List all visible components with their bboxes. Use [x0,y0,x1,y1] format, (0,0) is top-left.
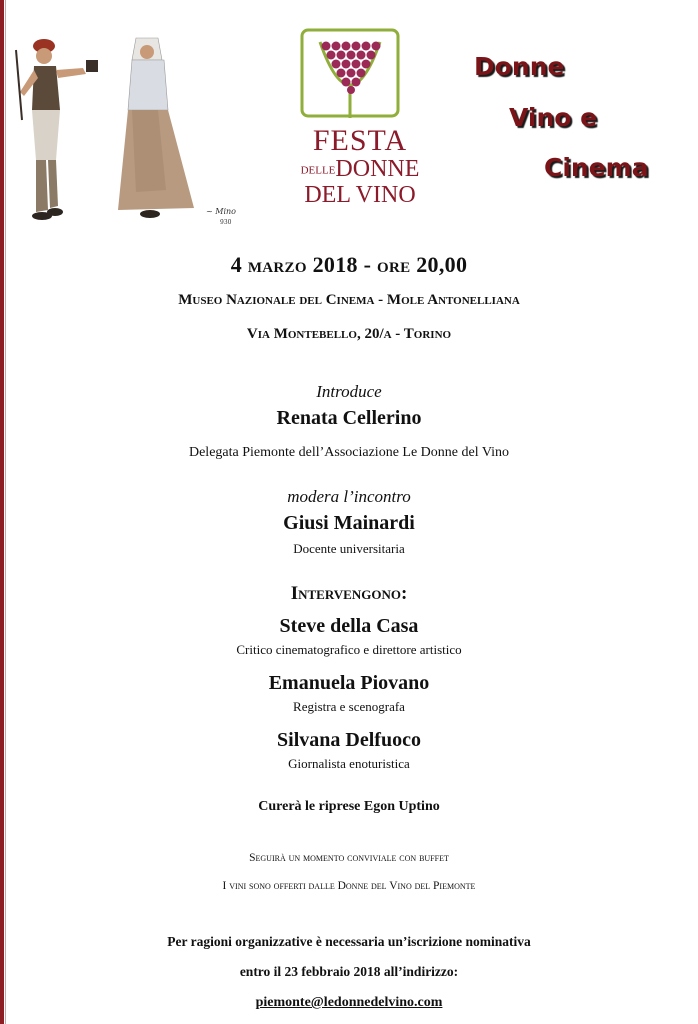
speakers-heading: Intervengono: [290,583,408,604]
moderator-name: Giusi Mainardi [283,512,415,534]
headline-line-donne: Donne [474,52,565,81]
logo-text-festa: FESTA [312,124,408,157]
filming-credit: Curerà le riprese Egon Uptino [258,799,440,814]
speaker-name: Steve della Casa [279,615,419,637]
speaker-description: Giornalista enoturistica [288,756,410,771]
svg-text:930: 930 [220,219,232,226]
speaker-description: Critico cinematografico e direttore artistico [236,642,462,657]
moderator-label: modera l’incontro [287,487,411,506]
event-address: Via Montebello, 20/a - Torino [246,326,452,342]
speaker-name: Silvana Delfuoco [277,729,421,751]
speaker-name: Emanuela Piovano [268,672,430,694]
registration-line-2: entro il 23 febbraio 2018 all’indirizzo: [239,964,459,979]
svg-text:~ Mino: ~ Mino [206,207,236,216]
logo-text-delle: DELLE [300,164,336,177]
logo-text-del-vino: DEL VINO [304,182,416,208]
moderator-description: Docente universitaria [293,541,405,556]
headline-line-vino: Vino e [509,103,598,132]
wines-note: I vini sono offerti dalle Donne del Vino del Piemonte [222,880,476,892]
event-venue: Museo Nazionale del Cinema - Mole Antonelliana [178,292,520,308]
event-date: 4 marzo 2018 - ore 20,00 [230,252,468,277]
intro-name: Renata Cellerino [276,407,422,429]
registration-line-1: Per ragioni organizzative è necessaria un’iscrizione nominativa [167,934,531,949]
speaker-description: Registra e scenografa [293,699,405,714]
intro-description: Delegata Piemonte dell’Associazione Le Donne del Vino [188,445,510,460]
registration-email-link[interactable]: piemonte@ledonnedelvino.com [255,995,443,1010]
headline [0,0,698,200]
intro-label: Introduce [316,382,382,401]
buffet-note: Seguirà un momento conviviale con buffet [249,852,449,864]
headline-line-cinema: Cinema [544,153,649,182]
logo-text-donne: DONNE [335,156,420,182]
